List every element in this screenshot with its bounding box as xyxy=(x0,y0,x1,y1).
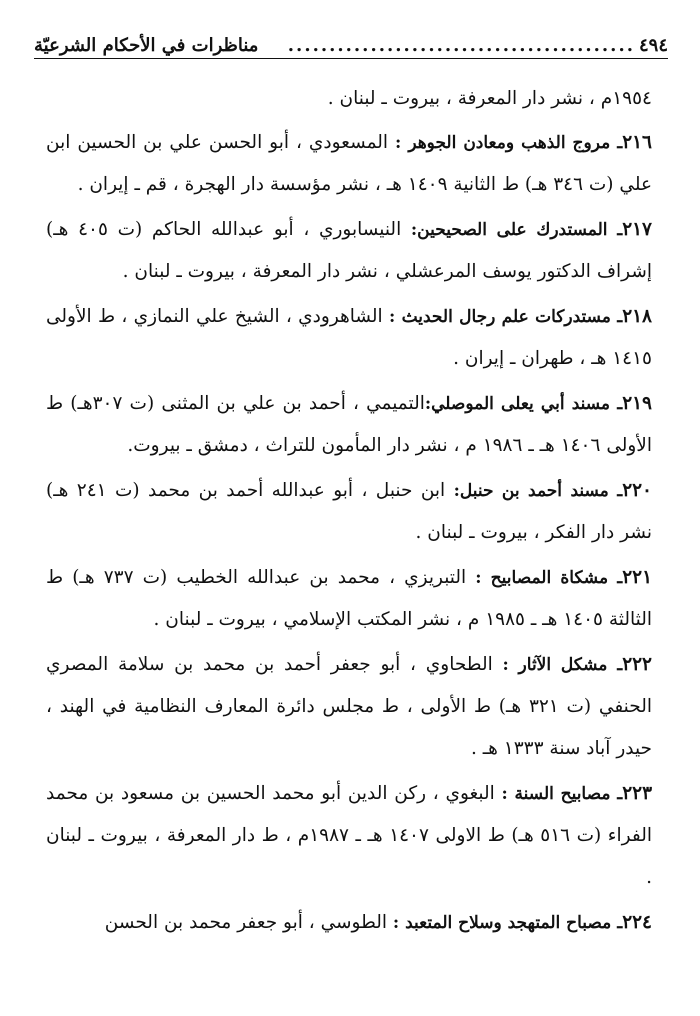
entry-title: ـ مسند أحمد بن حنبل: xyxy=(453,481,623,501)
running-header xyxy=(34,28,668,59)
entry-text: الشاهرودي ، الشيخ علي النمازي ، ط الأولى ١٤١٥ هـ ، طهران ـ إيران . xyxy=(46,306,652,369)
bibliography-entry-220 xyxy=(46,470,652,554)
entry-number: ٢١٩ xyxy=(622,393,652,414)
entry-title: ـ مصابيح السنة : xyxy=(501,784,623,804)
bibliography-list xyxy=(46,78,652,947)
entry-title: ـ مصباح المتهجد وسلاح المتعبد : xyxy=(392,913,623,933)
entry-title: ـ مشكل الآثار : xyxy=(502,655,623,675)
entry-title: ـ المستدرك على الصحيحين: xyxy=(410,220,623,240)
running-title: مناظرات في الأحكام الشرعيّة xyxy=(34,35,259,56)
bibliography-entry-217 xyxy=(46,209,652,293)
bibliography-entry-218 xyxy=(46,296,652,380)
bibliography-entry-216 xyxy=(46,122,652,206)
entry-text: النيسابوري ، أبو عبدالله الحاكم (ت ٤٠٥ هـ) إشراف الدكتور يوسف المرعشلي ، نشر دار المعرفة ، بيروت ـ لبنان . xyxy=(46,219,652,282)
entry-text: ابن حنبل ، أبو عبدالله أحمد بن محمد (ت ٢٤١ هـ) نشر دار الفكر ، بيروت ـ لبنان . xyxy=(46,480,652,543)
entry-title: ـ مشكاة المصابيح : xyxy=(475,568,623,588)
bibliography-entry-222 xyxy=(46,644,652,770)
entry-number: ٢٢٤ xyxy=(622,912,652,933)
entry-number: ٢٢٠ xyxy=(622,480,652,501)
entry-title: ـ مستدركات علم رجال الحديث : xyxy=(388,307,623,327)
header-leader-dots: .......................................... xyxy=(287,35,635,56)
bibliography-entry-219 xyxy=(46,383,652,467)
bibliography-entry-continuation xyxy=(46,78,652,120)
entry-number: ٢٢٢ xyxy=(622,654,652,675)
bibliography-entry-224 xyxy=(46,902,652,944)
entry-text: الطحاوي ، أبو جعفر أحمد بن محمد بن سلامة المصري الحنفي (ت ٣٢١ هـ) ط الأولى ، ط مجلس دائرة المعارف النظامية في الهند ، حيدر آباد سنة ١٣٣٣ هـ . xyxy=(46,654,652,759)
entry-text: التبريزي ، محمد بن عبدالله الخطيب (ت ٧٣٧ هـ) ط الثالثة ١٤٠٥ هـ ـ ١٩٨٥ م ، نشر المكتب الإسلامي ، بيروت ـ لبنان . xyxy=(46,567,652,630)
entry-number: ٢١٨ xyxy=(622,306,652,327)
entry-number: ٢٢٣ xyxy=(622,783,653,804)
entry-title: ـ مسند أبي يعلى الموصلي: xyxy=(424,394,623,414)
entry-number: ٢١٧ xyxy=(622,219,652,240)
entry-number: ٢١٦ xyxy=(622,132,652,153)
entry-text: التميمي ، أحمد بن علي بن المثنى (ت ٣٠٧هـ) ط الأولى ١٤٠٦ هـ ـ ١٩٨٦ م ، نشر دار المأمون للتراث ، دمشق ـ بيروت. xyxy=(46,393,652,456)
entry-title: ـ مروج الذهب ومعادن الجوهر : xyxy=(395,133,623,153)
bibliography-entry-223 xyxy=(46,773,652,899)
entry-text: المسعودي ، أبو الحسن علي بن الحسين ابن علي (ت ٣٤٦ هـ) ط الثانية ١٤٠٩ هـ ، نشر مؤسسة دار الهجرة ، قم ـ إيران . xyxy=(46,132,652,195)
entry-text: ١٩٥٤م ، نشر دار المعرفة ، بيروت ـ لبنان . xyxy=(327,88,652,109)
page-number: ٤٩٤ xyxy=(638,35,668,56)
bibliography-entry-221 xyxy=(46,557,652,641)
entry-text: الطوسي ، أبو جعفر محمد بن الحسن xyxy=(104,912,393,933)
entry-number: ٢٢١ xyxy=(622,567,653,588)
entry-text: البغوي ، ركن الدين أبو محمد الحسين بن مسعود بن محمد الفراء (ت ٥١٦ هـ) ط الاولى ١٤٠٧ هـ ـ ١٩٨٧م ، ط دار المعرفة ، بيروت ـ لبنان . xyxy=(46,783,652,888)
